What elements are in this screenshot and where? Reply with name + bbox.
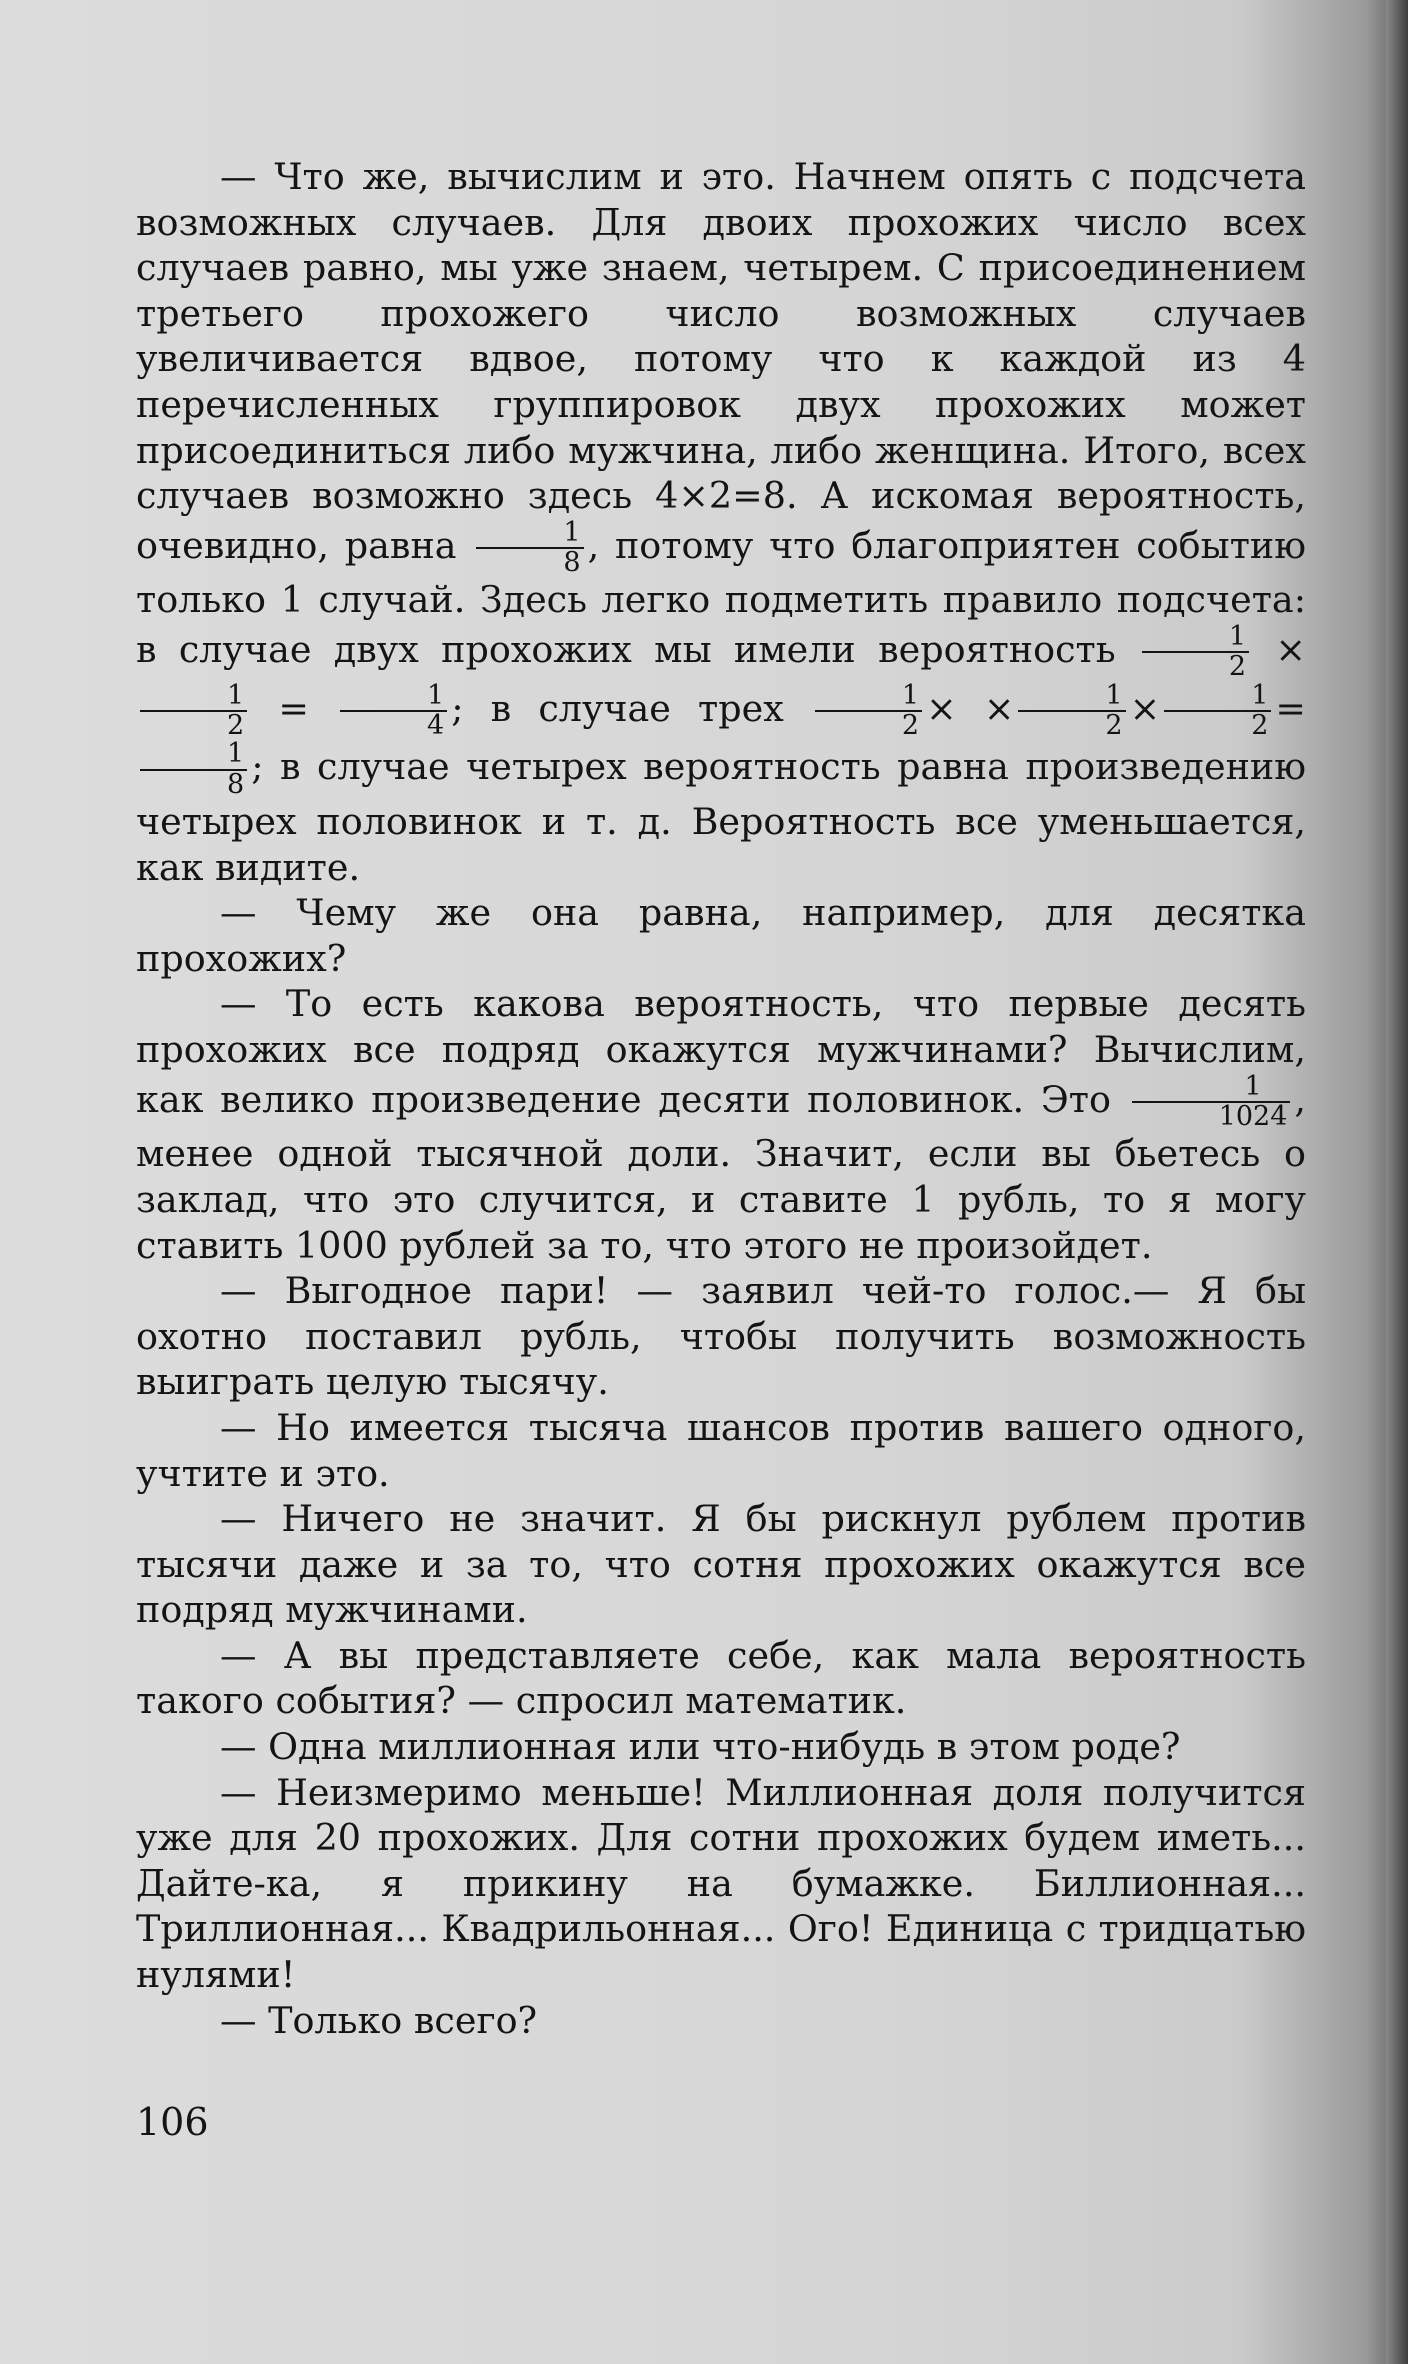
p1-text-d: ; в случае трех: [451, 686, 784, 730]
fraction-1-8: $\frac{1}{8}$: [140, 740, 247, 799]
p1-text-c: , потому что благоприятен событию только 1 случай. Здесь легко подметить правило подсчета: в случае двух прохожих мы имели вероятность: [136, 523, 1307, 671]
body-text: [136, 154, 1306, 2043]
p1-text-e: ; в случае четырех вероятность равна произведению четырех половинок и т. д. Вероятность все уменьшается, как видите.: [136, 745, 1306, 889]
fraction-1-8: $\frac{1}{8}$: [476, 519, 583, 578]
page-edge-shadow: [1386, 0, 1408, 2364]
paragraph-10: — Только всего?: [220, 1998, 538, 2042]
paragraph-4: — Выгодное пари! — заявил чей-то голос.— Я бы охотно поставил рубль, чтобы получить возможность выиграть целую тысячу.: [136, 1269, 1306, 1404]
paragraph-3: — То есть какова вероятность, что первые десять прохожих все подряд окажутся мужчинами? Вычислим, как велико произведение десяти половинок. Это $\frac{1}{1024}$ , менее одной тысячной доли. Значит, если вы бьетесь о заклад, что это случится, и ставите 1 рубль, то я могу ставить 1000 рублей за то, что этого не произойдет.: [136, 982, 1307, 1267]
fraction-1-2: $\frac{1}{2}$: [1018, 682, 1125, 741]
paragraph-7: — А вы представляете себе, как мала вероятность такого события? — спросил математик.: [136, 1633, 1306, 1723]
paragraph-9: — Неизмеримо меньше! Миллионная доля получится уже для 20 прохожих. Для сотни прохожих будем иметь... Дайте-ка, я прикину на бумажке. Биллионная... Триллионная... Квадрильонная... Ого! Единица с тридцатью нулями!: [136, 1770, 1306, 1997]
fraction-1-2: $\frac{1}{2}$: [140, 682, 247, 741]
fraction-1-2: $\frac{1}{2}$: [815, 682, 922, 741]
p1-text-a: — Что же, вычислим и это. Начнем опять с подсчета возможных случаев. Для двоих прохожих число всех случаев равно, мы уже знаем, четырем. С присоединением третьего прохожего число возможных случаев увеличивается вдвое, потому что к каждой из 4 перечисленных группировок двух прохожих может присоединиться либо мужчина, либо женщина. Итого, всех случаев возможно здесь: [136, 155, 1306, 518]
fraction-1-1024: $\frac{1}{1024}$: [1132, 1073, 1291, 1132]
paragraph-1: — Что же, вычислим и это. Начнем опять с подсчета возможных случаев. Для двоих прохожих число всех случаев равно, мы уже знаем, четырем. С присоединением третьего прохожего число возможных случаев увеличивается вдвое, потому что к каждой из 4 перечисленных группировок двух прохожих может присоединиться либо мужчина, либо женщина. Итого, всех случаев возможно здесь 4×2=8. А искомая вероятность, очевидно, равна $\frac{1}{8}$ , потому что благоприятен событию только 1 случай. Здесь легко подметить правило подсчета: в случае двух прохожих мы имели вероятность $\frac{1}{2}$ × $\frac{1}{2}$ = $\frac{1}{4}$ ; в случае трех $\frac{1}{2}$ × × $\frac{1}{2}$ × $\frac{1}{2}$ = $\frac{1}{8}$ ; в случае четырех вероятность равна произведению четырех половинок и т. д. Вероятность все уменьшается, как видите.: [136, 155, 1307, 889]
p1-text-b: 4×2=8. А искомая вероятность, очевидно, равна: [136, 474, 1307, 567]
page-number: 106: [136, 2100, 209, 2144]
paragraph-2: — Чему же она равна, например, для десятка прохожих?: [136, 891, 1306, 980]
fraction-1-4: $\frac{1}{4}$: [340, 682, 447, 741]
paragraph-5: — Но имеется тысяча шансов против вашего одного, учтите и это.: [136, 1405, 1306, 1495]
paragraph-6: — Ничего не значит. Я бы рискнул рублем против тысячи даже и за то, что сотня прохожих окажутся все подряд мужчинами.: [136, 1497, 1306, 1632]
paragraph-8: — Одна миллионная или что-нибудь в этом роде?: [220, 1725, 1181, 1769]
fraction-1-2: $\frac{1}{2}$: [1164, 682, 1271, 741]
fraction-1-2: $\frac{1}{2}$: [1142, 623, 1249, 682]
